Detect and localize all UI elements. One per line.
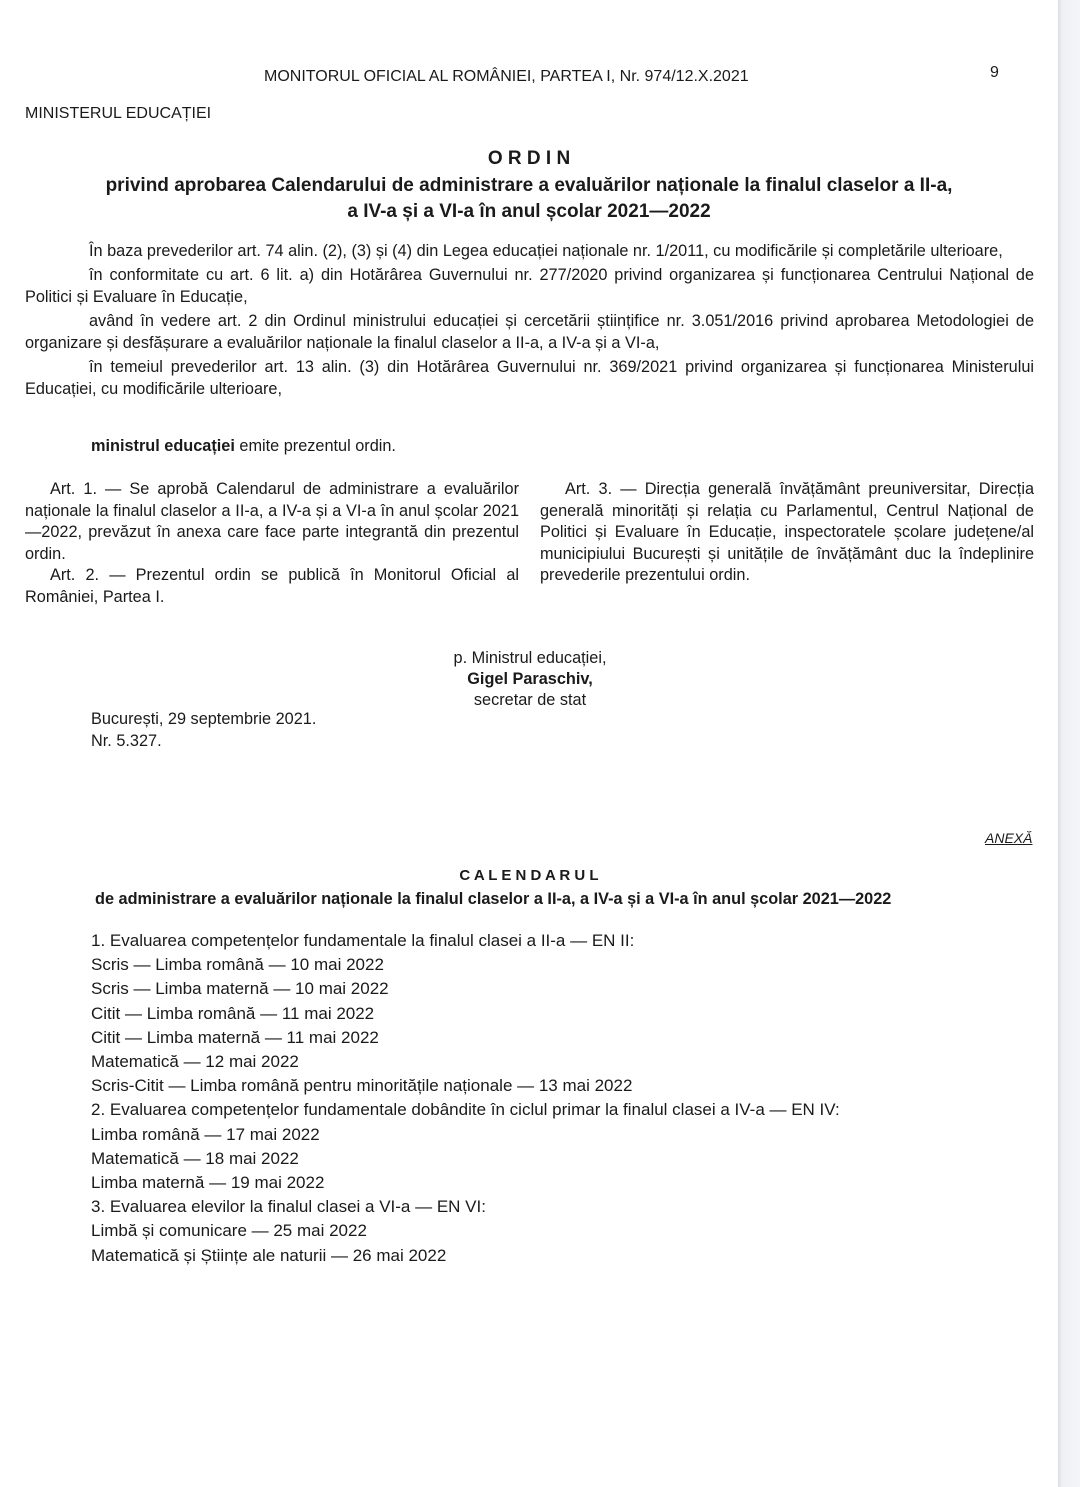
calendar-list <box>91 929 840 1268</box>
preamble <box>25 240 1034 400</box>
order-heading: O R D I N <box>487 148 571 169</box>
order-number: Nr. 5.327. <box>91 732 162 750</box>
calendar-subtitle: de administrare a evaluărilor naționale la finalul claselor a II-a, a IV-a și a VI-a în anul școlar 2021—2022 <box>95 890 892 908</box>
order-subtitle-line1: privind aprobarea Calendarului de administrare a evaluărilor naționale la finalul claselor a II-a, <box>105 175 953 196</box>
signatory-name: Gigel Paraschiv, <box>467 670 593 688</box>
page-number: 9 <box>990 64 999 81</box>
article-3: Art. 3. — Direcția generală învățământ preuniversitar, Direcția generală minorități și relația cu Parlamentul, Centrul Național de Politici și Evaluare în Educație, inspectoratele școlare județene/al municipiului București și unitățile de învățământ duc la îndeplinire prevederile prezentului ordin. <box>540 480 1034 584</box>
calendar-line: Citit — Limba maternă — 11 mai 2022 <box>91 1027 379 1047</box>
annex-label: ANEXĂ <box>985 830 1033 846</box>
running-title: MONITORUL OFICIAL AL ROMÂNIEI, PARTEA I, Nr. 974/12.X.2021 <box>264 68 749 85</box>
signatory-role: secretar de stat <box>473 691 587 709</box>
calendar-line: Scris — Limba maternă — 10 mai 2022 <box>91 979 389 999</box>
calendar-line: Scris-Citit — Limba română pentru minoritățile naționale — 13 mai 2022 <box>91 1076 633 1096</box>
calendar-line: Scris — Limba română — 10 mai 2022 <box>91 955 384 975</box>
preamble-paragraph-4: în temeiul prevederilor art. 13 alin. (3) din Hotărârea Guvernului nr. 369/2021 privind organizarea și funcționarea Ministerului Educației, cu modificările ulterioare, <box>25 358 1034 398</box>
calendar-line: 2. Evaluarea competențelor fundamentale dobândite în ciclul primar la finalul clasei a IV-a — EN IV: <box>91 1100 840 1120</box>
issuer-name: MINISTERUL EDUCAȚIEI <box>25 105 212 122</box>
preamble-paragraph-3: având în vedere art. 2 din Ordinul ministrului educației și cercetării științifice nr. 3.051/2016 privind aprobarea Metodologiei de organizare și desfășurare a evaluărilor naționale la finalul claselor a II-a, a IV-a și a VI-a, <box>25 312 1034 352</box>
articles-left-column <box>25 479 519 608</box>
signature-line: p. Ministrul educației, <box>453 649 607 667</box>
calendar-line: Citit — Limba română — 11 mai 2022 <box>91 1003 375 1023</box>
issuing-statement <box>91 435 396 457</box>
articles-right-column <box>540 479 1034 587</box>
calendar-line: Limba română — 17 mai 2022 <box>91 1124 320 1144</box>
preamble-paragraph-1: În baza prevederilor art. 74 alin. (2), (3) și (4) din Legea educației naționale nr. 1/2011, cu modificările și completările ulterioare, <box>89 242 1003 260</box>
page-edge-shadow <box>1058 0 1080 1487</box>
article-1: Art. 1. — Se aprobă Calendarul de administrare a evaluărilor naționale la finalul claselor a II-a, a IV-a și a VI-a în anul școlar 2021—2022, prevăzut în anexa care face parte integrantă din prezentul ordin. <box>25 480 519 563</box>
calendar-line: Matematică și Științe ale naturii — 26 mai 2022 <box>91 1245 447 1265</box>
order-subtitle-line2: a IV-a și a VI-a în anul școlar 2021—2022 <box>347 201 711 222</box>
calendar-line: Limbă și comunicare — 25 mai 2022 <box>91 1221 367 1241</box>
issuer-rest: emite prezentul ordin. <box>234 437 396 455</box>
preamble-paragraph-2: în conformitate cu art. 6 lit. a) din Hotărârea Guvernului nr. 277/2020 privind organizarea și funcționarea Centrului Național de Politici și Evaluare în Educație, <box>25 266 1034 306</box>
calendar-line: Matematică — 12 mai 2022 <box>91 1052 299 1072</box>
issuer-bold: ministrul educației <box>91 437 235 455</box>
issue-date: București, 29 septembrie 2021. <box>91 710 317 728</box>
calendar-heading: C A L E N D A R U L <box>459 867 599 884</box>
calendar-line: 3. Evaluarea elevilor la finalul clasei a VI-a — EN VI: <box>91 1197 486 1217</box>
calendar-line: Limba maternă — 19 mai 2022 <box>91 1173 325 1193</box>
calendar-line: 1. Evaluarea competențelor fundamentale la finalul clasei a II-a — EN II: <box>91 931 635 950</box>
article-2: Art. 2. — Prezentul ordin se publică în Monitorul Oficial al României, Partea I. <box>25 566 519 606</box>
calendar-line: Matematică — 18 mai 2022 <box>91 1148 299 1168</box>
